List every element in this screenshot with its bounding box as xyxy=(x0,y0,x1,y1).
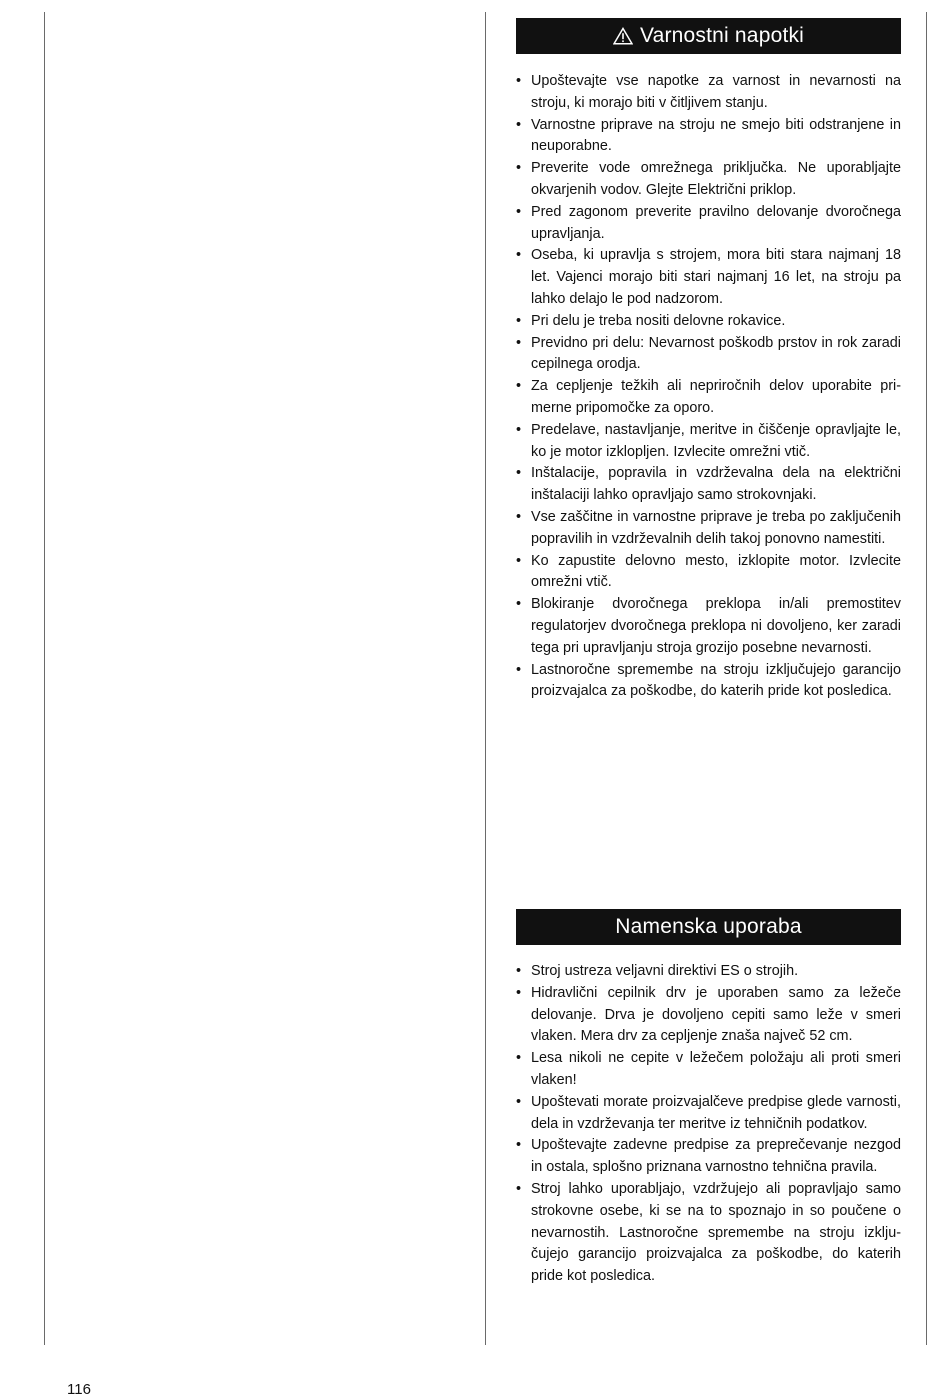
bullet-glyph: • xyxy=(516,247,522,264)
list-item-text: Pred zagonom preverite pravilno delovanje dvoročnega upravljanja. xyxy=(531,203,901,242)
list-item xyxy=(516,463,901,507)
list-item-text: Previdno pri delu: Nevarnost poškodb prstov in rok zaradi cepilnega orodja. xyxy=(531,334,901,373)
list-item xyxy=(516,333,901,377)
list-item xyxy=(516,376,901,420)
list-item-text: Lesa nikoli ne cepite v ležečem položaju ali proti smeri vlaken! xyxy=(531,1050,901,1088)
list-item xyxy=(516,983,901,1048)
bullet-glyph: • xyxy=(516,661,522,678)
list-item xyxy=(516,1135,901,1179)
bullet-glyph: • xyxy=(516,1137,522,1154)
list-item-text: Stroj ustreza veljavni direktivi ES o strojih. xyxy=(531,963,799,979)
middle-column-rule xyxy=(485,12,486,1345)
list-item-text: Lastnoročne spremembe na stroju izključujejo garancijo proizvajalca za poškodbe, do katerih pride kot posledica. xyxy=(531,661,901,700)
list-item-text: Upoštevati morate proizvajalčeve predpise glede varnosti, dela in vzdrževanja ter meritve iz tehničnih podatkov. xyxy=(531,1093,901,1132)
list-item-text: Za cepljenje težkih ali nepriročnih delov uporabite primerne pripomočke za oporo. xyxy=(531,378,901,416)
list-item-text: Predelave, nastavljanje, meritve in čiščenje opravljajte le, ko je motor izklopljen. Izvlecite omrežni vtič. xyxy=(531,421,901,460)
list-item xyxy=(516,1179,901,1288)
bullet-glyph: • xyxy=(516,984,522,1001)
safety-heading-bar xyxy=(516,18,901,54)
bullet-glyph: • xyxy=(516,334,522,351)
bullet-glyph: • xyxy=(516,116,522,133)
safety-list xyxy=(516,71,901,703)
bullet-glyph: • xyxy=(516,1093,522,1110)
list-item-text: Preverite vode omrežnega priključka. Ne uporabljajte okvarjenih vodov. Glejte Električni priklop. xyxy=(531,160,901,198)
list-item xyxy=(516,1092,901,1136)
list-item xyxy=(516,660,901,704)
warning-triangle-icon xyxy=(613,27,633,45)
bullet-glyph: • xyxy=(516,312,522,329)
bullet-glyph: • xyxy=(516,378,522,395)
list-item-text: Upoštevajte vse napotke za varnost in nevarnosti na stroju, ki morajo biti v čitljivem stanju. xyxy=(531,73,901,111)
bullet-glyph: • xyxy=(516,552,522,569)
list-item-text: Upoštevajte zadevne predpise za preprečevanje nezgod in ostala, splošno priznana varnostno tehnična pravila. xyxy=(531,1137,901,1176)
bullet-glyph: • xyxy=(516,203,522,220)
list-item xyxy=(516,158,901,202)
bullet-glyph: • xyxy=(516,508,522,525)
list-item-text: Varnostne priprave na stroju ne smejo biti odstranjene in neuporabne. xyxy=(531,116,901,155)
list-item xyxy=(516,551,901,595)
bullet-glyph: • xyxy=(516,596,522,613)
list-item xyxy=(516,507,901,551)
list-item-text: Blokiranje dvoročnega preklopa in/ali premostitev regulatorjev dvoročnega preklopa ni dovoljeno, ker zaradi tega pri upravljanju stroja grozijo posebne nevarnosti. xyxy=(531,596,901,656)
list-item xyxy=(516,311,901,333)
left-column-rule xyxy=(44,12,45,1345)
list-item-text: Hidravlični cepilnik drv je uporaben samo za ležeče delovanje. Drva je dovoljeno cepiti samo leže v smeri vlaken. Mera drv za cepljenje znaša največ 52 cm. xyxy=(531,984,901,1045)
list-item xyxy=(516,202,901,246)
bullet-glyph: • xyxy=(516,73,522,89)
bullet-glyph: • xyxy=(516,1180,522,1197)
list-item-text: Pri delu je treba nositi delovne rokavice. xyxy=(531,312,786,329)
list-item-text: Vse zaščitne in varnostne priprave je treba po zaključenih popravilih in vzdrževalnih delih takoj ponovno namestiti. xyxy=(531,508,901,547)
bullet-glyph: • xyxy=(516,160,522,177)
list-item xyxy=(516,71,901,115)
intended-use-section xyxy=(516,909,901,1288)
list-item xyxy=(516,961,901,983)
bullet-glyph: • xyxy=(516,421,522,438)
intended-use-heading-bar xyxy=(516,909,901,945)
list-item-text: Ko zapustite delovno mesto, izklopite motor. Izvlecite omrežni vtič. xyxy=(531,552,901,591)
safety-heading: Varnostni napotki xyxy=(639,24,805,47)
list-item-text: Oseba, ki upravlja s strojem, mora biti stara najmanj 18 let. Vajenci morajo biti stari najmanj 16 let, na stroju pa lahko delajo le pod nadzorom. xyxy=(531,247,901,307)
list-item-text: Inštalacije, popravila in vzdrževalna dela na električni inštalaciji lahko opravljajo samo strokovnjaki. xyxy=(531,465,901,504)
list-item xyxy=(516,420,901,464)
bullet-glyph: • xyxy=(516,1050,522,1067)
right-column-rule xyxy=(926,12,927,1345)
safety-section xyxy=(516,18,901,703)
bullet-glyph: • xyxy=(516,465,522,482)
intended-use-list xyxy=(516,961,901,1288)
list-item-text: Stroj lahko uporabljajo, vzdržujejo ali popravljajo samo strokovne osebe, ki se na to spoznajo in so poučene o nevarnostih. Lastnoročne spremembe na stroju izključujejo garancijo proizvajalca za poškodbe, do katerih pride kot posledica. xyxy=(531,1180,901,1285)
intended-use-heading: Namenska uporaba xyxy=(615,915,802,938)
list-item xyxy=(516,115,901,159)
list-item xyxy=(516,1048,901,1092)
page-number: 116 xyxy=(67,1381,91,1398)
bullet-glyph: • xyxy=(516,963,522,979)
list-item xyxy=(516,594,901,659)
list-item xyxy=(516,245,901,310)
